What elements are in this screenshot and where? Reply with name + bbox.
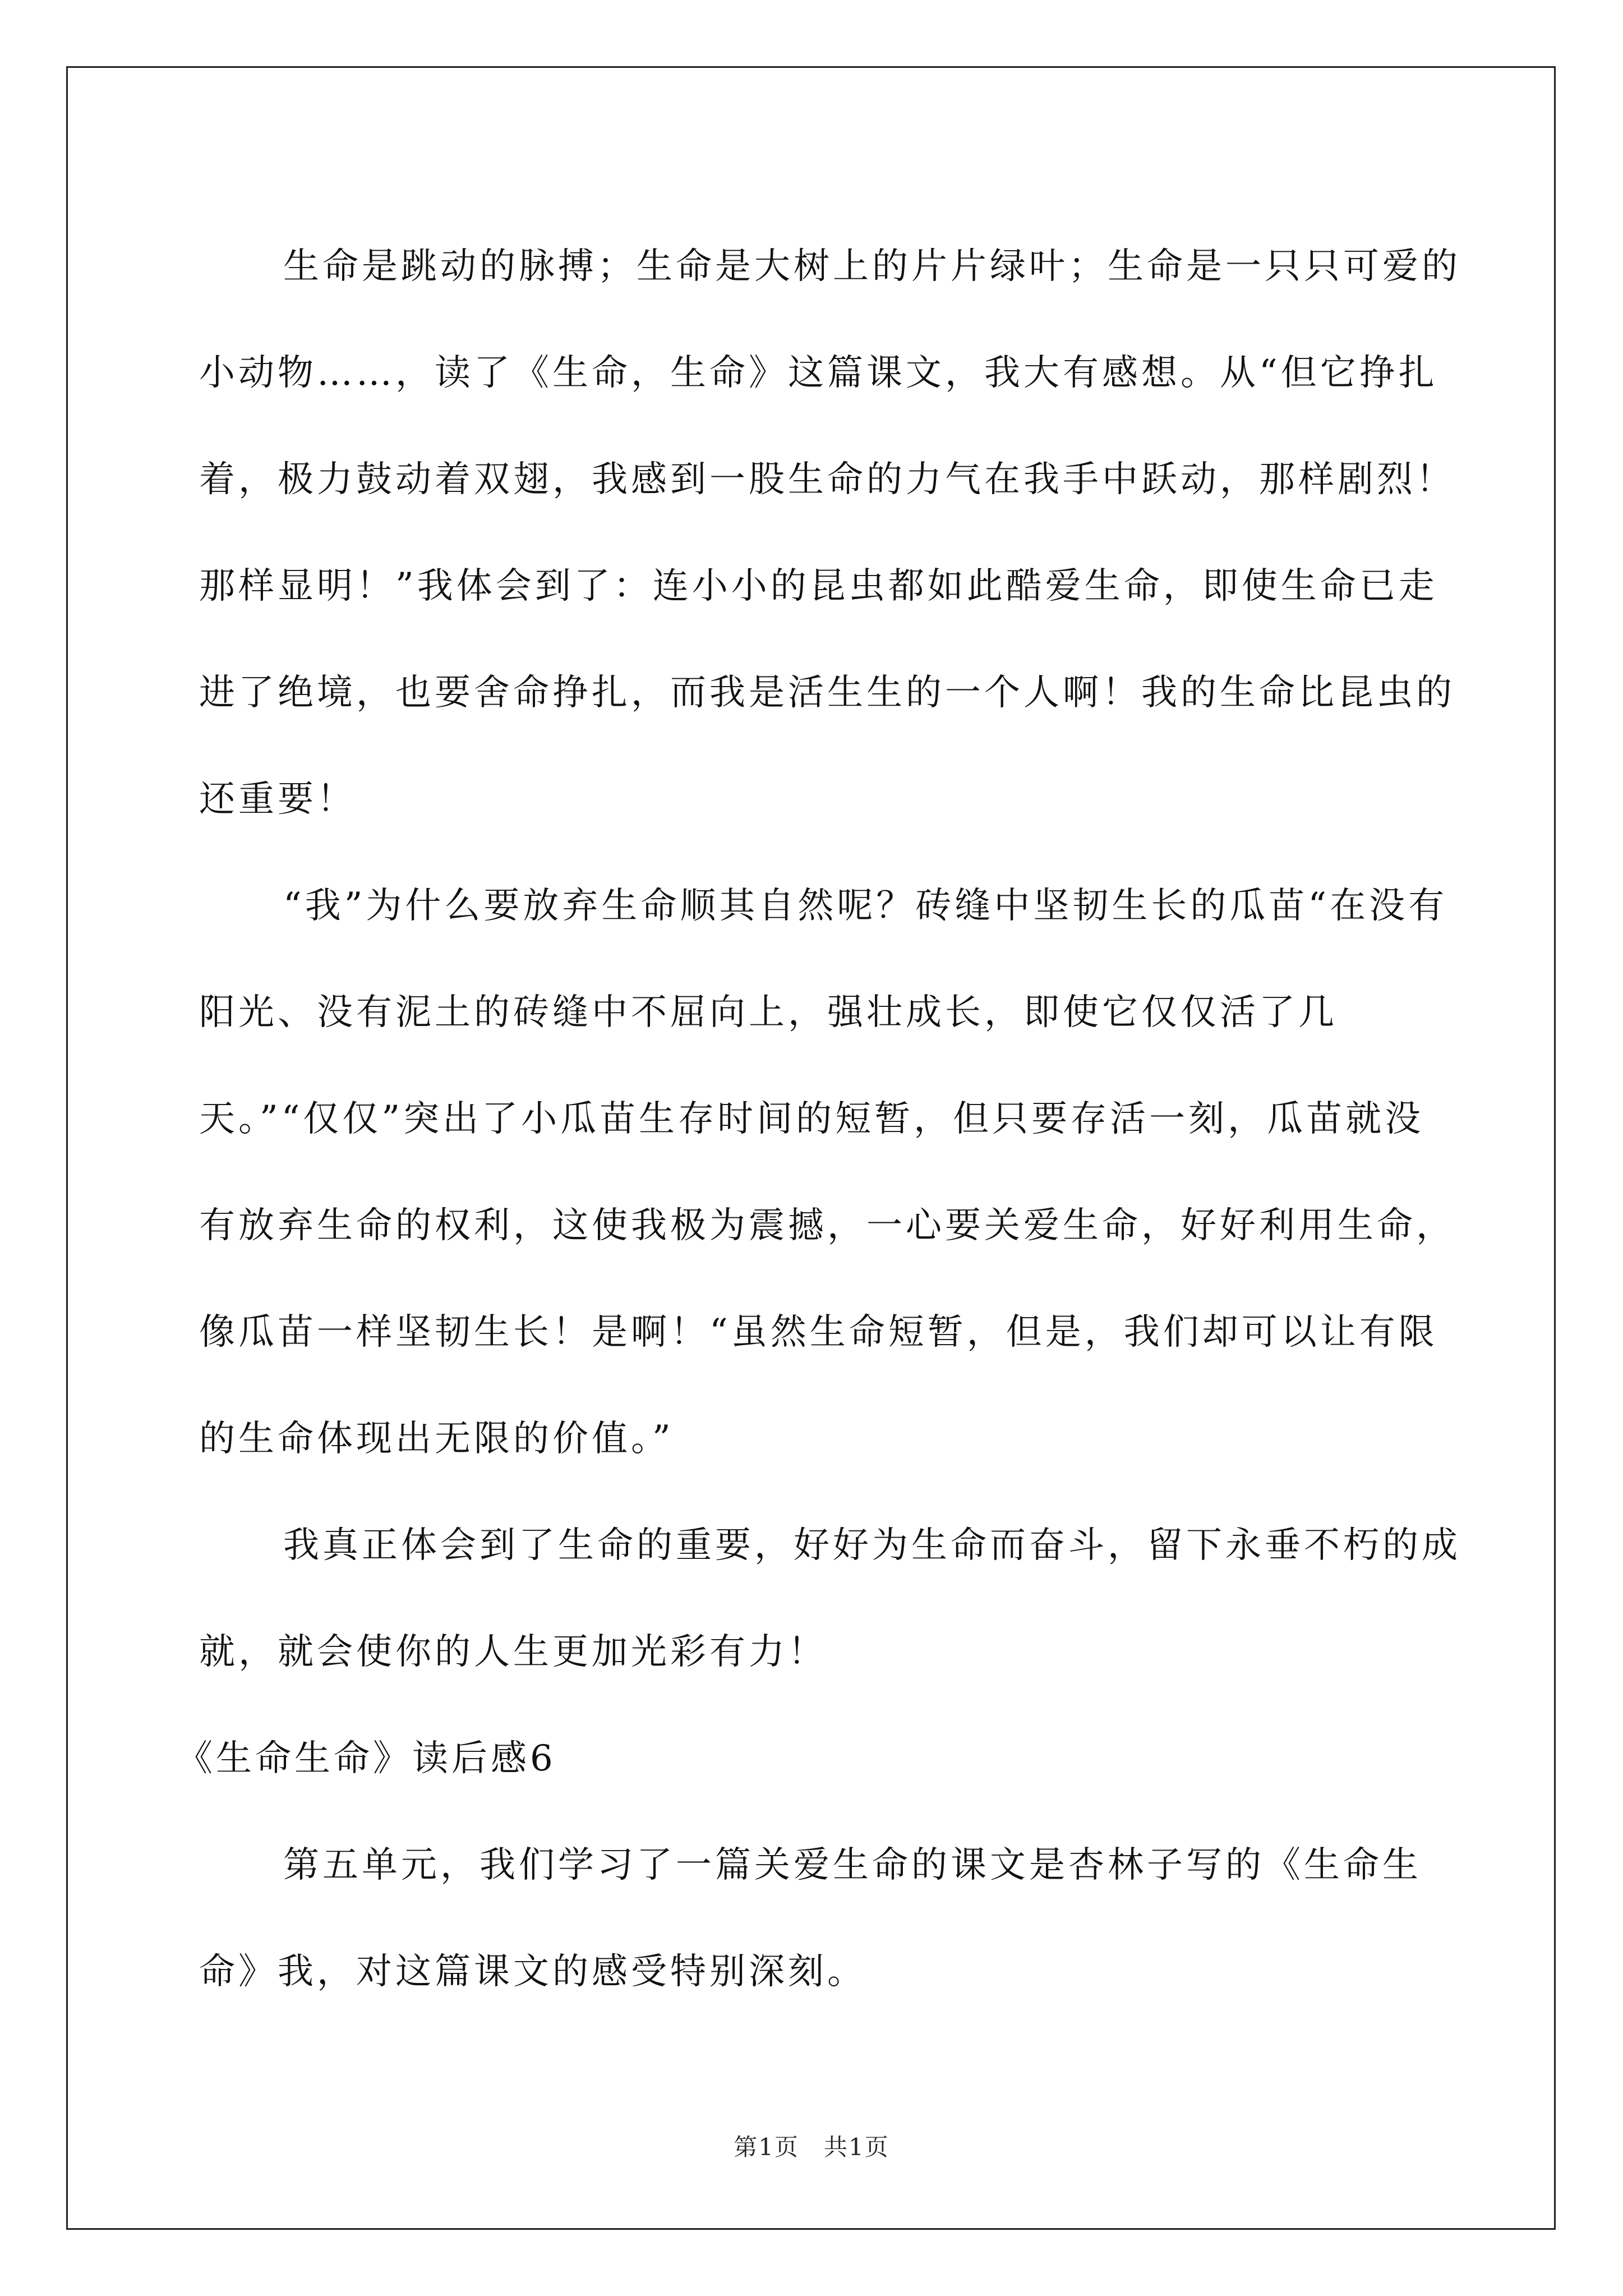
paragraph-1: 生命是跳动的脉搏；生命是大树上的片片绿叶；生命是一只只可爱的小动物……，读了《生命，生命》这篇课文，我大有感想。从“但它挣扎着，极力鼓动着双翅，我感到一股生命的力气在我手中跃动，那样剧烈！那样显明！”我体会到了：连小小的昆虫都如此酷爱生命，即使生命已走进了绝境，也要舍命挣扎，而我是活生生的一个人啊！我的生命比昆虫的还重要！ xyxy=(199,246,1461,820)
section-heading: 《生命生命》读后感6 xyxy=(177,1738,556,1779)
paragraph-3: 我真正体会到了生命的重要，好好为生命而奋斗，留下永垂不朽的成就，就会使你的人生更加光彩有力！ xyxy=(199,1525,1461,1673)
document-body xyxy=(177,213,1461,2025)
page-footer: 第1页 共1页 xyxy=(734,2133,889,2161)
paragraph-4: 第五单元，我们学习了一篇关爱生命的课文是杏林子写的《生命生命》我，对这篇课文的感受特别深刻。 xyxy=(199,1844,1422,1993)
paragraph-2: “我”为什么要放弃生命顺其自然呢？砖缝中坚韧生长的瓜苗“在没有阳光、没有泥土的砖缝中不屈向上，强壮成长，即使它仅仅活了几天。”“仅仅”突出了小瓜苗生存时间的短暂，但只要存活一刻，瓜苗就没有放弃生命的权利，这使我极为震撼，一心要关爱生命，好好利用生命，像瓜苗一样坚韧生长！是啊！“虽然生命短暂，但是，我们却可以让有限的生命体现出无限的价值。” xyxy=(199,885,1455,1460)
